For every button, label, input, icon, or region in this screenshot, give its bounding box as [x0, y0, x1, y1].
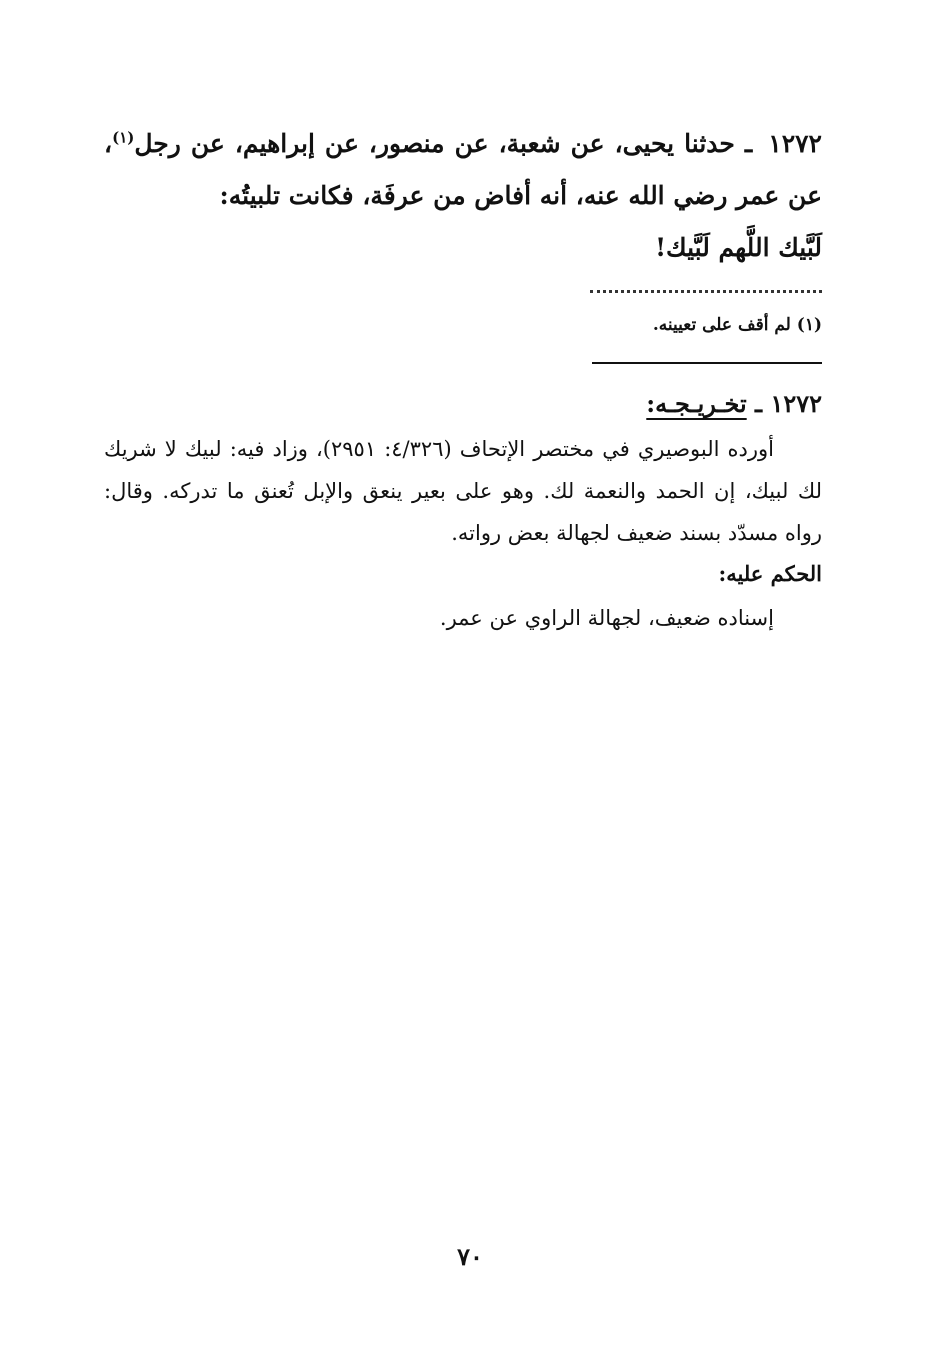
- hadith-text: حدثنا يحيى، عن شعبة، عن منصور، عن إبراهيم، عن رجل: [134, 129, 735, 158]
- footnote-text: لم أقف على تعيينه.: [652, 315, 791, 335]
- page-number: ٧٠: [457, 1242, 483, 1271]
- footnote-marker: (١): [796, 315, 822, 335]
- takhrij-number: ١٢٧٢: [770, 389, 822, 418]
- hadith-number: ١٢٧٢: [768, 129, 822, 158]
- takhrij-dash: ـ: [755, 389, 763, 418]
- footnote-reference[interactable]: (١): [112, 128, 135, 147]
- takhrij-title: تخـريـجـه:: [646, 389, 747, 418]
- footnote: [104, 310, 822, 340]
- talbiya-text: لَبَّيك اللَّهم لَبَّيك!: [655, 233, 822, 262]
- hadith-dash: ـ: [744, 129, 753, 158]
- hadith-paragraph: [104, 118, 822, 274]
- hukm-heading: الحكم عليه:: [718, 561, 822, 586]
- hukm-paragraph: إسناده ضعيف، لجهالة الراوي عن عمر.: [439, 606, 774, 630]
- footnote-separator: [590, 290, 822, 293]
- hadith-text-continued: ، عن عمر رضي الله عنه، أنه أفاض من عرفَة، فكانت تلبيتُه:: [104, 129, 822, 210]
- takhrij-heading: [104, 384, 822, 424]
- takhrij-paragraph: أورده البوصيري في مختصر الإتحاف (٤/٣٢٦: ٢٩٥١)، وزاد فيه: لبيك لا شريك لك لبيك، إن الحمد والنعمة لك. وهو على بعير ينعق والإبل تُعنق ما تدركه. وقال: رواه مسدّد بسند ضعيف لجهالة بعض رواته.: [104, 437, 822, 545]
- section-divider: [592, 362, 822, 364]
